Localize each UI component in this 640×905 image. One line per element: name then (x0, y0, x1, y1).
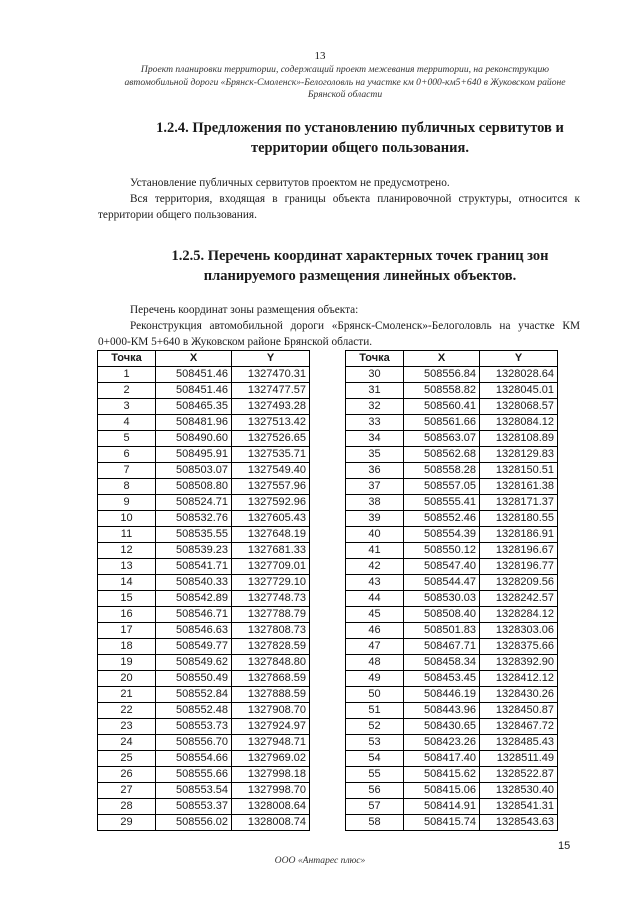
table-row (346, 431, 558, 447)
cell-y: 1327709.01 (232, 559, 310, 575)
cell-y: 1328129.83 (480, 447, 558, 463)
cell-point: 30 (346, 367, 404, 383)
cell-x: 508451.46 (156, 383, 232, 399)
cell-x: 508524.71 (156, 495, 232, 511)
table-row (346, 767, 558, 783)
cell-x: 508555.66 (156, 767, 232, 783)
cell-x: 508535.55 (156, 527, 232, 543)
cell-x: 508451.46 (156, 367, 232, 383)
cell-x: 508552.84 (156, 687, 232, 703)
cell-x: 508546.63 (156, 623, 232, 639)
table-row (346, 655, 558, 671)
table-row (346, 447, 558, 463)
table-row (346, 415, 558, 431)
cell-point: 39 (346, 511, 404, 527)
cell-x: 508458.34 (404, 655, 480, 671)
cell-x: 508503.07 (156, 463, 232, 479)
cell-x: 508553.73 (156, 719, 232, 735)
cell-y: 1327526.65 (232, 431, 310, 447)
coordinates-table-right (345, 350, 558, 831)
cell-x: 508465.35 (156, 399, 232, 415)
cell-y: 1328467.72 (480, 719, 558, 735)
cell-x: 508415.06 (404, 783, 480, 799)
table-row (98, 767, 310, 783)
table-row (346, 591, 558, 607)
cell-y: 1328186.91 (480, 527, 558, 543)
paragraph-servitudes: Установление публичных сервитутов проектом не предусмотрено. (130, 177, 450, 189)
table-row (98, 703, 310, 719)
cell-y: 1327648.19 (232, 527, 310, 543)
cell-x: 508558.28 (404, 463, 480, 479)
table-row (346, 783, 558, 799)
table-row (346, 703, 558, 719)
cell-point: 34 (346, 431, 404, 447)
table-row (98, 495, 310, 511)
table-row (98, 799, 310, 815)
cell-y: 1328375.66 (480, 639, 558, 655)
table-row (346, 463, 558, 479)
cell-point: 50 (346, 687, 404, 703)
cell-point: 16 (98, 607, 156, 623)
cell-y: 1327605.43 (232, 511, 310, 527)
cell-y: 1328161.38 (480, 479, 558, 495)
cell-point: 43 (346, 575, 404, 591)
table-row (98, 639, 310, 655)
cell-y: 1328430.26 (480, 687, 558, 703)
cell-y: 1328485.43 (480, 735, 558, 751)
cell-point: 28 (98, 799, 156, 815)
cell-y: 1327998.18 (232, 767, 310, 783)
cell-y: 1328196.67 (480, 543, 558, 559)
cell-point: 21 (98, 687, 156, 703)
table-row (346, 511, 558, 527)
table-row (346, 479, 558, 495)
cell-point: 19 (98, 655, 156, 671)
cell-x: 508446.19 (404, 687, 480, 703)
cell-point: 48 (346, 655, 404, 671)
table-row (98, 751, 310, 767)
cell-y: 1328303.06 (480, 623, 558, 639)
cell-point: 5 (98, 431, 156, 447)
cell-point: 9 (98, 495, 156, 511)
cell-point: 2 (98, 383, 156, 399)
cell-x: 508550.49 (156, 671, 232, 687)
cell-y: 1327868.59 (232, 671, 310, 687)
cell-y: 1328392.90 (480, 655, 558, 671)
cell-y: 1328543.63 (480, 815, 558, 831)
cell-y: 1328511.49 (480, 751, 558, 767)
cell-x: 508508.40 (404, 607, 480, 623)
table-row (346, 639, 558, 655)
cell-point: 35 (346, 447, 404, 463)
cell-y: 1328412.12 (480, 671, 558, 687)
cell-x: 508430.65 (404, 719, 480, 735)
table-row (98, 815, 310, 831)
cell-y: 1327681.33 (232, 543, 310, 559)
cell-y: 1327748.73 (232, 591, 310, 607)
cell-point: 11 (98, 527, 156, 543)
table-row (98, 687, 310, 703)
table-row (98, 431, 310, 447)
cell-x: 508467.71 (404, 639, 480, 655)
cell-point: 3 (98, 399, 156, 415)
cell-y: 1327557.96 (232, 479, 310, 495)
cell-y: 1327828.59 (232, 639, 310, 655)
cell-x: 508549.62 (156, 655, 232, 671)
cell-x: 508554.66 (156, 751, 232, 767)
cell-y: 1328242.57 (480, 591, 558, 607)
header-y: Y (480, 351, 558, 367)
table-row (346, 735, 558, 751)
page-number-bottom: 15 (558, 840, 571, 852)
cell-point: 45 (346, 607, 404, 623)
table-row (346, 799, 558, 815)
cell-x: 508544.47 (404, 575, 480, 591)
table-row (98, 655, 310, 671)
cell-y: 1327808.73 (232, 623, 310, 639)
cell-y: 1328008.64 (232, 799, 310, 815)
cell-point: 51 (346, 703, 404, 719)
cell-y: 1328284.12 (480, 607, 558, 623)
section-124-title: 1.2.4. Предложения по установлению публичных сервитутов и территории общего пользования. (156, 120, 564, 156)
table-row (346, 495, 558, 511)
cell-y: 1327888.59 (232, 687, 310, 703)
cell-x: 508453.45 (404, 671, 480, 687)
cell-y: 1328541.31 (480, 799, 558, 815)
table-row (346, 543, 558, 559)
cell-y: 1327493.28 (232, 399, 310, 415)
table-row (98, 591, 310, 607)
cell-point: 1 (98, 367, 156, 383)
cell-y: 1328150.51 (480, 463, 558, 479)
cell-point: 13 (98, 559, 156, 575)
table-row (346, 367, 558, 383)
cell-x: 508540.33 (156, 575, 232, 591)
cell-y: 1328108.89 (480, 431, 558, 447)
cell-x: 508501.83 (404, 623, 480, 639)
header-point: Точка (98, 351, 156, 367)
cell-point: 4 (98, 415, 156, 431)
cell-y: 1327592.96 (232, 495, 310, 511)
table-row (98, 383, 310, 399)
cell-point: 47 (346, 639, 404, 655)
cell-point: 33 (346, 415, 404, 431)
cell-x: 508415.62 (404, 767, 480, 783)
header-y: Y (232, 351, 310, 367)
header-x: X (156, 351, 232, 367)
table-row (346, 559, 558, 575)
table-row (98, 527, 310, 543)
table-row (98, 671, 310, 687)
cell-x: 508530.03 (404, 591, 480, 607)
cell-y: 1328008.74 (232, 815, 310, 831)
cell-x: 508553.37 (156, 799, 232, 815)
cell-x: 508553.54 (156, 783, 232, 799)
cell-point: 53 (346, 735, 404, 751)
cell-x: 508556.70 (156, 735, 232, 751)
cell-point: 12 (98, 543, 156, 559)
cell-point: 54 (346, 751, 404, 767)
cell-y: 1327470.31 (232, 367, 310, 383)
cell-point: 52 (346, 719, 404, 735)
cell-y: 1328045.01 (480, 383, 558, 399)
table-row (346, 527, 558, 543)
table-row (346, 623, 558, 639)
cell-point: 15 (98, 591, 156, 607)
cell-x: 508558.82 (404, 383, 480, 399)
cell-x: 508547.40 (404, 559, 480, 575)
table-row (98, 415, 310, 431)
table-row (98, 447, 310, 463)
table-row (98, 735, 310, 751)
cell-y: 1328196.77 (480, 559, 558, 575)
table-row (98, 607, 310, 623)
table-row (98, 783, 310, 799)
cell-x: 508414.91 (404, 799, 480, 815)
cell-point: 38 (346, 495, 404, 511)
cell-x: 508549.77 (156, 639, 232, 655)
table-row (98, 543, 310, 559)
cell-point: 36 (346, 463, 404, 479)
cell-point: 18 (98, 639, 156, 655)
table-row (346, 671, 558, 687)
cell-point: 6 (98, 447, 156, 463)
section-125-title: 1.2.5. Перечень координат характерных точек границ зон планируемого размещения линейных объектов. (171, 248, 549, 284)
cell-point: 58 (346, 815, 404, 831)
cell-y: 1328450.87 (480, 703, 558, 719)
cell-y: 1327908.70 (232, 703, 310, 719)
cell-point: 29 (98, 815, 156, 831)
paragraph-object-name: Реконструкция автомобильной дороги «Брянск-Смоленск»-Белоголовль на участке КМ 0+000-КМ 5+640 в Жуковском районе Брянской области. (98, 320, 580, 348)
cell-x: 508557.05 (404, 479, 480, 495)
cell-point: 44 (346, 591, 404, 607)
cell-y: 1327535.71 (232, 447, 310, 463)
table-row (98, 623, 310, 639)
cell-y: 1328522.87 (480, 767, 558, 783)
cell-x: 508552.46 (404, 511, 480, 527)
cell-y: 1327729.10 (232, 575, 310, 591)
cell-y: 1327969.02 (232, 751, 310, 767)
document-header: Проект планировки территории, содержащий проект межевания территории, на реконструкцию автомобильной дороги «Брянск-Смоленск»-Белоголовль на участке км 0+000-км5+640 в Жуковском районе Брянской области (124, 64, 566, 100)
cell-point: 22 (98, 703, 156, 719)
cell-x: 508490.60 (156, 431, 232, 447)
paragraph-coordinates-intro: Перечень координат зоны размещения объекта: (130, 304, 359, 316)
cell-point: 20 (98, 671, 156, 687)
table-row (98, 367, 310, 383)
cell-x: 508555.41 (404, 495, 480, 511)
cell-x: 508554.39 (404, 527, 480, 543)
cell-y: 1327998.70 (232, 783, 310, 799)
coordinates-table-left (97, 350, 310, 831)
cell-y: 1327788.79 (232, 607, 310, 623)
cell-x: 508560.41 (404, 399, 480, 415)
table-row (346, 575, 558, 591)
cell-x: 508417.40 (404, 751, 480, 767)
cell-y: 1328084.12 (480, 415, 558, 431)
table-row (346, 719, 558, 735)
cell-point: 56 (346, 783, 404, 799)
cell-y: 1328530.40 (480, 783, 558, 799)
cell-point: 49 (346, 671, 404, 687)
cell-point: 17 (98, 623, 156, 639)
cell-point: 42 (346, 559, 404, 575)
cell-y: 1328028.64 (480, 367, 558, 383)
table-row (346, 383, 558, 399)
cell-y: 1328171.37 (480, 495, 558, 511)
cell-x: 508508.80 (156, 479, 232, 495)
cell-y: 1327848.80 (232, 655, 310, 671)
cell-y: 1327513.42 (232, 415, 310, 431)
table-row (346, 751, 558, 767)
cell-y: 1327948.71 (232, 735, 310, 751)
cell-point: 57 (346, 799, 404, 815)
cell-x: 508561.66 (404, 415, 480, 431)
cell-y: 1327549.40 (232, 463, 310, 479)
cell-x: 508539.23 (156, 543, 232, 559)
cell-x: 508481.96 (156, 415, 232, 431)
cell-x: 508550.12 (404, 543, 480, 559)
cell-x: 508563.07 (404, 431, 480, 447)
cell-x: 508541.71 (156, 559, 232, 575)
cell-x: 508415.74 (404, 815, 480, 831)
table-row (346, 815, 558, 831)
cell-y: 1328068.57 (480, 399, 558, 415)
cell-x: 508556.02 (156, 815, 232, 831)
cell-x: 508562.68 (404, 447, 480, 463)
header-x: X (404, 351, 480, 367)
table-row (98, 559, 310, 575)
paragraph-territory: Вся территория, входящая в границы объекта планировочной структуры, относится к территории общего пользования. (98, 193, 580, 221)
table-row (98, 719, 310, 735)
cell-x: 508556.84 (404, 367, 480, 383)
cell-y: 1327477.57 (232, 383, 310, 399)
cell-point: 10 (98, 511, 156, 527)
cell-point: 23 (98, 719, 156, 735)
cell-x: 508552.48 (156, 703, 232, 719)
cell-y: 1328209.56 (480, 575, 558, 591)
cell-point: 14 (98, 575, 156, 591)
table-row (98, 463, 310, 479)
cell-point: 40 (346, 527, 404, 543)
cell-point: 55 (346, 767, 404, 783)
table-row (98, 399, 310, 415)
table-row (346, 399, 558, 415)
table-row (346, 607, 558, 623)
table-row (98, 479, 310, 495)
cell-x: 508443.96 (404, 703, 480, 719)
table-row (346, 687, 558, 703)
table-header-row (98, 351, 310, 367)
table-header-row (346, 351, 558, 367)
page-number-top: 13 (314, 50, 326, 62)
document-footer: ООО «Антарес плюс» (274, 855, 366, 866)
cell-point: 7 (98, 463, 156, 479)
cell-y: 1328180.55 (480, 511, 558, 527)
cell-point: 24 (98, 735, 156, 751)
cell-x: 508532.76 (156, 511, 232, 527)
cell-point: 27 (98, 783, 156, 799)
cell-point: 46 (346, 623, 404, 639)
cell-point: 25 (98, 751, 156, 767)
table-row (98, 511, 310, 527)
cell-point: 32 (346, 399, 404, 415)
cell-y: 1327924.97 (232, 719, 310, 735)
cell-point: 37 (346, 479, 404, 495)
cell-x: 508495.91 (156, 447, 232, 463)
cell-x: 508542.89 (156, 591, 232, 607)
header-point: Точка (346, 351, 404, 367)
cell-point: 41 (346, 543, 404, 559)
cell-point: 31 (346, 383, 404, 399)
cell-point: 26 (98, 767, 156, 783)
cell-x: 508546.71 (156, 607, 232, 623)
cell-x: 508423.26 (404, 735, 480, 751)
cell-point: 8 (98, 479, 156, 495)
table-row (98, 575, 310, 591)
